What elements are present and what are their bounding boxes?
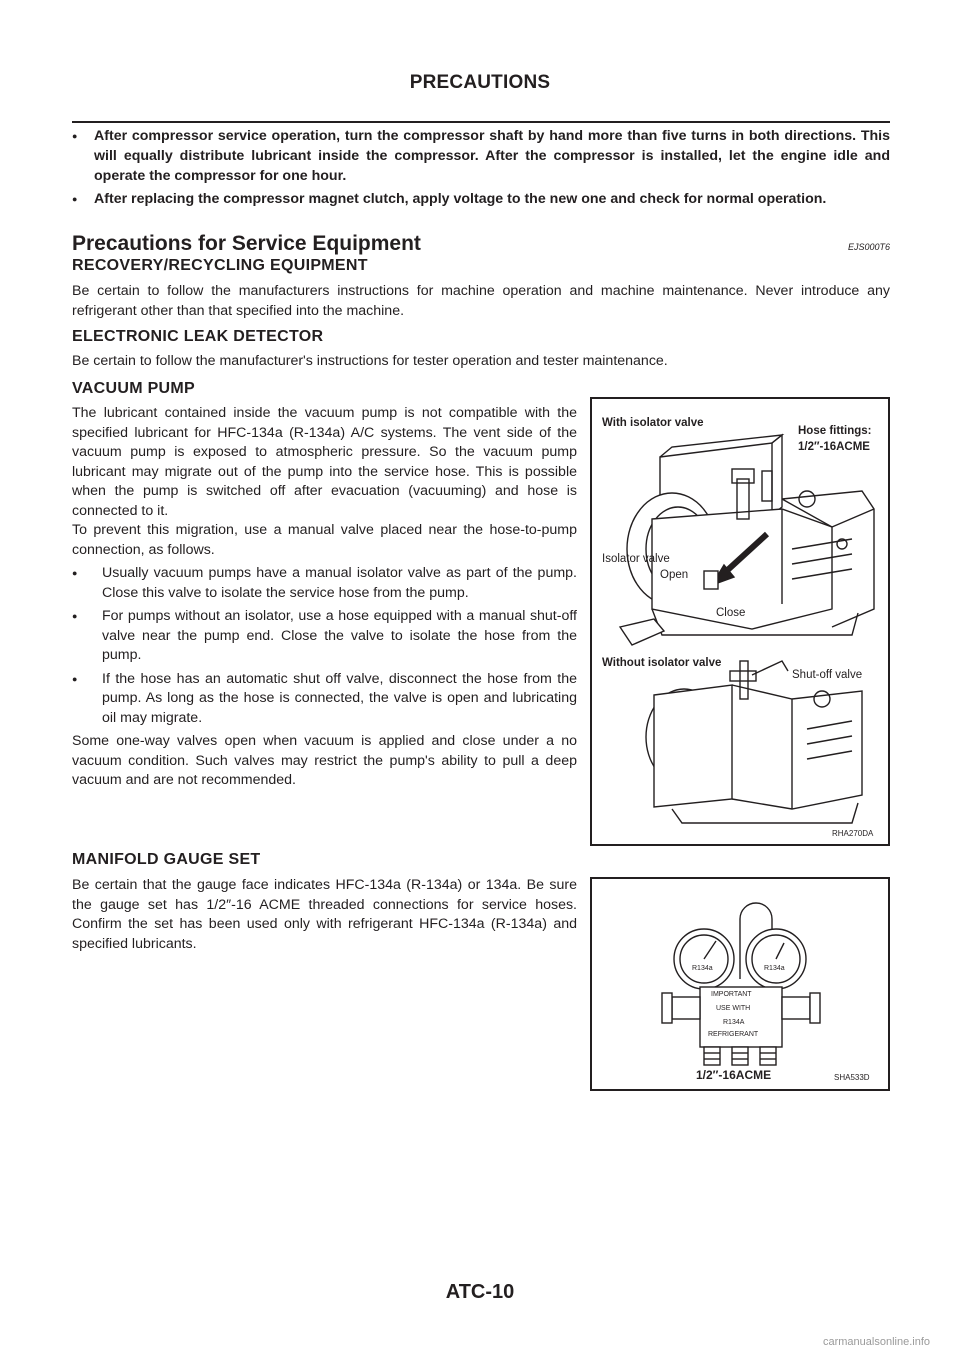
plate-text-4: REFRIGERANT bbox=[708, 1031, 759, 1038]
vacuum-pump-heading: VACUUM PUMP bbox=[72, 380, 196, 397]
vacuum-para-2: To prevent this migration, use a manual valve placed near the hose-to-pump connection, as follows. bbox=[72, 522, 577, 558]
vacuum-para-1: The lubricant contained inside the vacuum pump is not compatible with the specified lubricant for HFC-134a (R-134a) A/C systems. The vent side of the vacuum pump is exposed to atmospheric pressure. So the vacuum pump lubricant may migrate out of the pump into the service hose. This is possible when the pump is switched off after evacuation (vacuuming) and hose is connected to it. bbox=[72, 405, 577, 519]
label-isolator-valve: Isolator valve bbox=[602, 553, 670, 565]
vacuum-para-3: Some one-way valves open when vacuum is applied and close under a no vacuum condition. Such valves may restrict the pump's ability to pull a deep vacuum and are not recommended. bbox=[72, 733, 577, 788]
manifold-gauge-figure bbox=[590, 877, 890, 1091]
header-rule bbox=[72, 121, 890, 123]
vacuum-pump-figure bbox=[590, 397, 890, 846]
label-with-isolator: With isolator valve bbox=[602, 417, 704, 429]
plate-text-1: IMPORTANT bbox=[711, 991, 752, 998]
leak-detector-heading: ELECTRONIC LEAK DETECTOR bbox=[72, 328, 324, 345]
page-header-title: PRECAUTIONS bbox=[409, 72, 551, 93]
plate-text-2: USE WITH bbox=[716, 1005, 751, 1012]
figure-code: SHA533D bbox=[834, 1073, 870, 1082]
manifold-gauge-illustration bbox=[592, 879, 888, 1089]
manifold-text: Be certain that the gauge face indicates HFC-134a (R-134a) or 134a. Be sure the gauge set has 1/2″-16 ACME threaded connections for service hoses. Confirm the set has been used only with refrigerant HFC-134a (R-134a) and specified lubricants. bbox=[72, 877, 577, 952]
vacuum-pump-body bbox=[72, 404, 577, 791]
intro-bullet: ● After replacing the compressor magnet clutch, apply voltage to the new one and check for normal operation. bbox=[72, 189, 890, 209]
gauge-right-label: R134a bbox=[764, 965, 785, 972]
gauge-left-label: R134a bbox=[692, 965, 713, 972]
label-open: Open bbox=[660, 569, 689, 581]
intro-bullets bbox=[72, 126, 890, 212]
leak-detector-text: Be certain to follow the manufacturer's instructions for tester operation and tester maintenance. bbox=[72, 353, 668, 369]
section-title: Precautions for Service Equipment bbox=[72, 232, 421, 255]
label-acme-size: 1/2″-16ACME bbox=[696, 1068, 772, 1082]
label-without-isolator: Without isolator valve bbox=[602, 657, 722, 669]
vacuum-pump-illustration bbox=[592, 399, 888, 844]
section-title-row bbox=[72, 232, 890, 260]
page-number: ATC-10 bbox=[445, 1281, 515, 1303]
label-hose-size: 1/2″-16ACME bbox=[798, 441, 870, 453]
figure-code: RHA270DA bbox=[832, 829, 874, 838]
section-code: EJS000T6 bbox=[847, 242, 890, 252]
vacuum-bullet: ● Usually vacuum pumps have a manual isolator valve as part of the pump. Close this valve to isolate the service hose from the pump. bbox=[72, 564, 577, 603]
vacuum-bullet: ● If the hose has an automatic shut off valve, disconnect the hose from the pump. As long as the hose is connected, the valve is open and lubricating oil may migrate. bbox=[72, 670, 577, 729]
label-hose-fittings: Hose fittings: bbox=[798, 425, 872, 437]
recovery-heading: RECOVERY/RECYCLING EQUIPMENT bbox=[72, 257, 368, 274]
label-close: Close bbox=[716, 607, 746, 619]
vacuum-bullet: ● For pumps without an isolator, use a hose equipped with a manual shut-off valve near the pump end. Close the valve to isolate the hose from the pump. bbox=[72, 607, 577, 666]
plate-text-3: R134A bbox=[723, 1019, 745, 1026]
label-shutoff-valve: Shut-off valve bbox=[792, 669, 863, 681]
intro-bullet: ● After compressor service operation, turn the compressor shaft by hand more than five turns in both directions. This will equally distribute lubricant inside the compressor. After the compressor is installed, let the engine idle and operate the compressor for one hour. bbox=[72, 126, 890, 186]
watermark: carmanualsonline.info bbox=[822, 1336, 930, 1348]
manifold-heading: MANIFOLD GAUGE SET bbox=[72, 851, 261, 868]
recovery-text: Be certain to follow the manufacturers instructions for machine operation and machine maintenance. Never introduce any refrigerant other than that specified into the machine. bbox=[72, 283, 890, 319]
